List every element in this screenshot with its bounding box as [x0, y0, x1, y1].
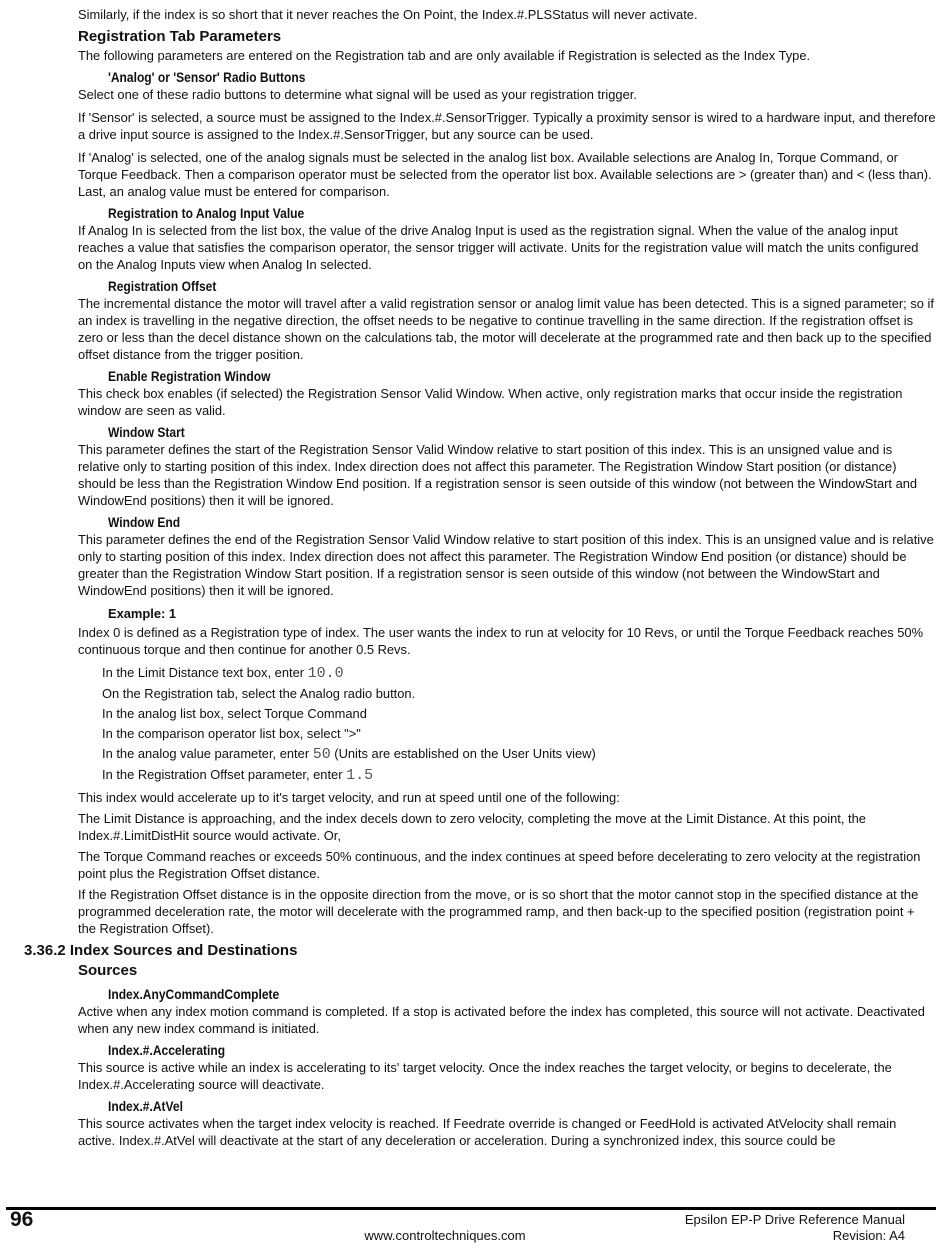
step-6-text: In the Registration Offset parameter, enter	[102, 767, 347, 782]
after-paragraph-3: The Torque Command reaches or exceeds 50% continuous, and the index continues at speed before decelerating to zero velocity at the registration point plus the Registration Offset distance.	[78, 849, 921, 881]
website-link[interactable]: www.controltechniques.com	[364, 1228, 526, 1243]
after-paragraph-4: If the Registration Offset distance is in the opposite direction from the move, or is so short that the motor cannot stop in the specified distance at the programmed deceleration rate, the motor will decelerate with the programmed ramp, and then back-up to the specified position (registration point + the Registration Offset).	[78, 887, 919, 936]
analog-sensor-paragraph-3: If 'Analog' is selected, one of the analog signals must be selected in the analog list box. Available selections are Analog In, Torque Command, or Torque Feedback. Then a comparison operator must be selected from the operator list box. Available selections are > (greater than) and < (less than). Last, an analog value must be entered for comparison.	[78, 150, 932, 199]
registration-offset-paragraph: The incremental distance the motor will travel after a valid registration sensor or analog limit value has been detected. This is a signed parameter; so if an index is travelling in the negative direction, the offset needs to be negative to continue travelling in the same direction. If the registration offset is zero or less than the decel distance shown on the calculations tab, the motor will decelerate at the programmed rate and then back up to the specified offset distance from the trigger position.	[78, 296, 934, 362]
at-vel-paragraph: This source activates when the target index velocity is reached. If Feedrate override is changed or FeedHold is activated AtVelocity shall remain active. Index.#.AtVel will deactivate at the start of any deceleration or acceleration. During a synchronized index, this source could be	[78, 1116, 897, 1148]
analog-sensor-heading: 'Analog' or 'Sensor' Radio Buttons	[108, 69, 306, 85]
step-5-value: 50	[312, 746, 331, 763]
step-2-text: On the Registration tab, select the Analog radio button.	[102, 686, 416, 701]
analog-sensor-paragraph-1: Select one of these radio buttons to determine what signal will be used as your registration trigger.	[78, 87, 637, 102]
example-step-6	[102, 764, 936, 785]
step-6-value: 1.5	[346, 767, 374, 784]
window-end-heading: Window End	[108, 514, 181, 530]
step-5-suffix: (Units are established on the User Units view)	[330, 746, 596, 761]
footer-rule	[6, 1207, 936, 1210]
step-1-value: 10.0	[307, 665, 344, 682]
after-paragraph-1: This index would accelerate up to it's target velocity, and run at speed until one of the following:	[78, 790, 620, 805]
example-step-4	[102, 723, 936, 743]
step-5-text: In the analog value parameter, enter	[102, 746, 313, 761]
section-heading: 3.36.2 Index Sources and Destinations	[24, 942, 298, 959]
example-paragraph: Index 0 is defined as a Registration type of index. The user wants the index to run at velocity for 10 Revs, or until the Torque Feedback reaches 50% continuous torque and then continue for another 0.5 Revs.	[78, 625, 924, 657]
after-paragraph-2: The Limit Distance is approaching, and the index decels down to zero velocity, completing the move at the Limit Distance. At this point, the Index.#.LimitDistHit source would activate. Or,	[78, 811, 866, 843]
analog-sensor-paragraph-2: If 'Sensor' is selected, a source must be assigned to the Index.#.SensorTrigger. Typically a proximity sensor is wired to a hardware input, and therefore a drive input source is assigned to the Index.#.SensorTrigger, but any source can be used.	[78, 110, 936, 142]
page-number: 96	[10, 1208, 34, 1231]
accelerating-paragraph: This source is active while an index is accelerating to its' target velocity. Once the index reaches the target velocity, or begins to decelerate, the Index.#.Accelerating source will deactivate.	[78, 1060, 892, 1092]
at-vel-heading: Index.#.AtVel	[108, 1098, 183, 1114]
window-start-paragraph: This parameter defines the start of the Registration Sensor Valid Window relative to start position of this index. This is an unsigned value and is relative only to starting position of this index. Index direction does not affect this parameter. The Registration Window Start position (or distance) should be less than the Registration Window End position. If a registration sensor is seen outside of this window (not between the WindowStart and WindowEnd positions) then it will be ignored.	[78, 442, 918, 508]
registration-analog-paragraph: If Analog In is selected from the list box, the value of the drive Analog Input is used as the registration signal. When the value of the analog input reaches a value that satisfies the comparison operator, the sensor trigger will activate. Units for the registration value will match the units configured on the Analog Inputs view when Analog In selected.	[78, 223, 919, 272]
any-command-complete-heading: Index.AnyCommandComplete	[108, 986, 280, 1002]
page-content	[24, 6, 936, 1149]
step-1-text: In the Limit Distance text box, enter	[102, 665, 308, 680]
step-4-text: In the comparison operator list box, select ">"	[102, 726, 361, 741]
manual-title: Epsilon EP-P Drive Reference Manual	[684, 1212, 905, 1227]
registration-offset-heading: Registration Offset	[108, 278, 217, 294]
example-step-5	[102, 743, 936, 764]
enable-window-heading: Enable Registration Window	[108, 368, 271, 384]
registration-tab-description: The following parameters are entered on the Registration tab and are only available if Registration is selected as the Index Type.	[78, 48, 811, 63]
example-step-2	[102, 683, 936, 703]
enable-window-paragraph: This check box enables (if selected) the Registration Sensor Valid Window. When active, only registration marks that occur inside the registration window are seen as valid.	[78, 386, 903, 418]
intro-paragraph: Similarly, if the index is so short that it never reaches the On Point, the Index.#.PLSStatus will never activate.	[78, 7, 698, 22]
step-3-text: In the analog list box, select Torque Command	[102, 706, 367, 721]
accelerating-heading: Index.#.Accelerating	[108, 1042, 226, 1058]
example-step-1	[102, 662, 936, 683]
any-command-complete-paragraph: Active when any index motion command is completed. If a stop is activated before the index has completed, this source will not activate. Deactivated when any new index command is initiated.	[78, 1004, 925, 1036]
revision: Revision: A4	[832, 1228, 905, 1243]
window-end-paragraph: This parameter defines the end of the Registration Sensor Valid Window relative to start position of this index. This is an unsigned value and is relative only to starting position of this index. Index direction does not affect this parameter. The Registration Window End position (or distance) should be greater than the Registration Window Start position. If a registration sensor is seen outside of this window (not between the WindowStart and WindowEnd positions) then it will be ignored.	[78, 532, 934, 598]
window-start-heading: Window Start	[108, 424, 185, 440]
registration-tab-heading: Registration Tab Parameters	[78, 28, 282, 45]
example-heading: Example: 1	[108, 606, 177, 621]
registration-analog-heading: Registration to Analog Input Value	[108, 205, 305, 221]
sources-heading: Sources	[78, 962, 138, 979]
example-step-3	[102, 703, 936, 723]
